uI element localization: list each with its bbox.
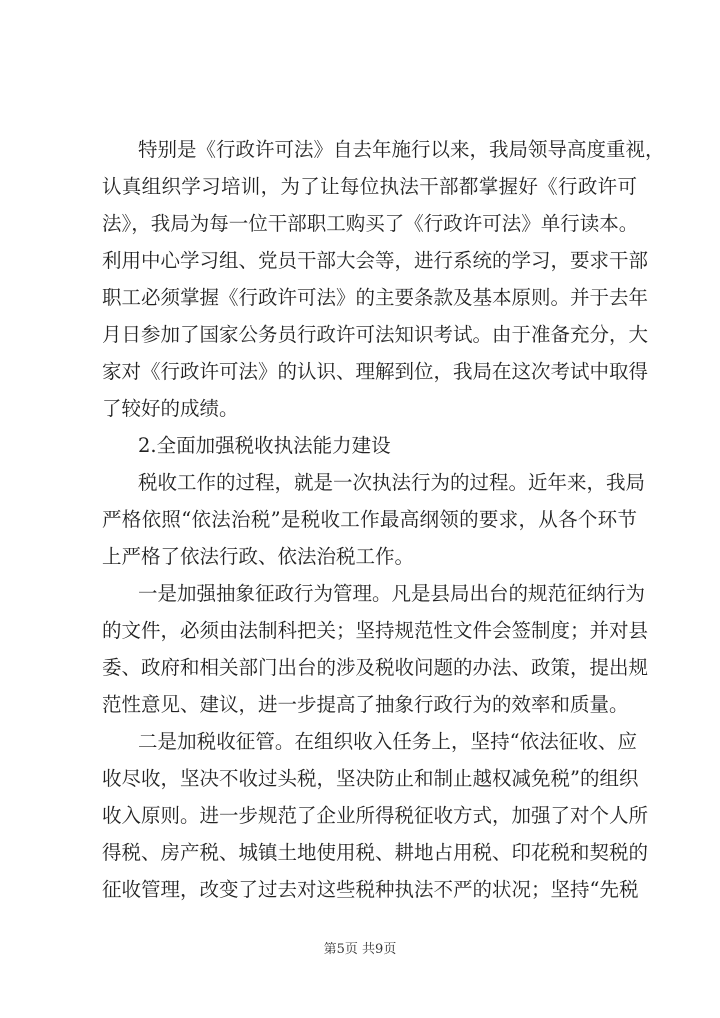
text-line: 职工必须掌握《行政许可法》的主要条款及基本原则。并于去年 — [102, 286, 649, 309]
page-number-footer: 第5页 共9页 — [323, 942, 397, 957]
text-line: 家对《行政许可法》的认识、理解到位，我局在这次考试中取得 — [102, 360, 649, 383]
text-line: 委、政府和相关部门出台的涉及税收问题的办法、政策，提出规 — [102, 656, 649, 679]
paragraph-abstract-admin — [102, 575, 649, 723]
text-line: 收入原则。进一步规范了企业所得税征收方式，加强了对个人所 — [102, 804, 649, 827]
text-line: 利用中心学习组、党员干部大会等，进行系统的学习，要求干部 — [102, 249, 649, 272]
paragraph-admin-license-law — [102, 131, 665, 427]
text-line: 范性意见、建议，进一步提高了抽象行政行为的效率和质量。 — [102, 693, 629, 716]
text-line: 特别是《行政许可法》自去年施行以来，我局领导高度重视， — [138, 138, 665, 161]
text-line: 上严格了依法行政、依法治税工作。 — [102, 545, 415, 568]
document-body — [102, 131, 665, 908]
text-line: 收尽收，坚决不收过头税，坚决防止和制止越权减免税”的组织 — [102, 767, 639, 790]
text-line: 征收管理，改变了过去对这些税种执法不严的状况；坚持“先税 — [102, 878, 639, 901]
paragraph-tax-process — [102, 464, 646, 575]
paragraph-tax-collection — [102, 723, 649, 908]
text-line: 二是加税收征管。在组织收入任务上，坚持“依法征收、应 — [138, 730, 637, 753]
heading-text: 2.全面加强税收执法能力建设 — [138, 434, 391, 457]
section-heading — [102, 427, 637, 464]
text-line: 月日参加了国家公务员行政许可法知识考试。由于准备充分，大 — [102, 323, 649, 346]
text-line: 一是加强抽象征政行为管理。凡是县局出台的规范征纳行为 — [138, 582, 646, 605]
text-line: 法》，我局为每一位干部职工购买了《行政许可法》单行读本。 — [102, 212, 639, 235]
text-line: 严格依照“依法治税”是税收工作最高纲领的要求，从各个环节 — [102, 508, 637, 531]
text-line: 税收工作的过程，就是一次执法行为的过程。近年来，我局 — [138, 471, 646, 494]
text-line: 的文件，必须由法制科把关；坚持规范性文件会签制度；并对县 — [102, 619, 649, 642]
text-line: 认真组织学习培训，为了让每位执法干部都掌握好《行政许可 — [102, 175, 637, 198]
text-line: 得税、房产税、城镇土地使用税、耕地占用税、印花税和契税的 — [102, 841, 649, 864]
text-line: 了较好的成绩。 — [102, 397, 239, 420]
